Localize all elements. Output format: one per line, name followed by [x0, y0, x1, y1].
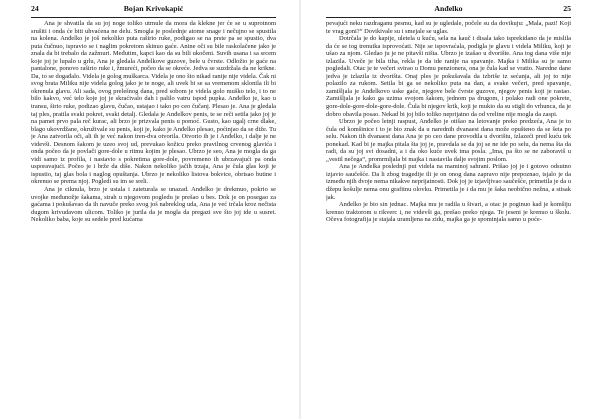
paragraph: pevajući neku razdraganu pesmu, kad su je ugledale, počele su da dovikuju: „Mala, pazi! Koji te vrag goni?“ Dovikivale su i smejale se uglas.: [326, 20, 571, 35]
right-page: [300, 0, 600, 419]
paragraph: Ana je Anđelka poslednji put videla na maminoj sahrani. Prišao joj je i gotovo odsutno izjavio saučešće. Da li zbog tragedije ili je on onog dana zapravo nije prepoznao, isjalo je da između njih dvoje nema nikakve neprijatnosti. Dok joj je izjavljivao saučešće, primetila je da u džepu košulje nema onu grafitnu olovku. Primetila je i da mu je šaka neobično nežna, a stisak jak.: [326, 163, 571, 201]
running-head-chapter: Anđelko: [434, 4, 463, 13]
header-rule: [31, 17, 276, 18]
paragraph: Ubrzo je počeo letnji raspust, Anđelko je otišao na letovanje preko predzeća, Ana je to čula od komšinice i to je bio znak da u narednih dvanaest dana može opuštено da se šeta po selu. Nakon tih dvanaest dana Ana je po ceo dane provodila u dvorištu, izlazeći pred kuću tek ponekad. Kad bi je majka pitala šta joj je, pravdala se da joj se ne ide po selu, da nema šta da radi, da su joj svi dosadni, a i da oko kuće uvek ima posla. „Ima, pa što se ne zaboraviš u „vestil nečega“, promrmljala bi majka i nastavila dalje svojim poslom.: [326, 118, 571, 163]
page-number: 24: [31, 4, 39, 13]
paragraph: Anđelko je bio sin jednac. Majka mu je radila u šivari, a otac je poginuo kad je komšiju krenuo traktorom u rikverc i, ne videvši ga, prešao preko njega. Te jeseni je krenuo u školu. Očeva fotografija je stajala uramljena na zidu, majka ga je spominjala samo u poće-: [326, 201, 571, 224]
page-number: 25: [563, 4, 571, 13]
paragraph: Dotrčala je do kapije, uletela u kuću, sela na kauč i disala tako isprekidano da je mislila da će se tog trenutka isprovoćati. Nije se ispovraćala, podigla je glavu i videla Miliku, koji je ušao za njom. Gledao ju je ne pitavši ništa. Ubrzo je izašao u dvorište. Ana tog dana više nije izlazila. Uveče je bila tiha, reklа je da ide ranije na spavanje. Majka i Milika su je samo pogledali. Otac je te večeri svirao u Domu penzionera, ona je čula kad se vratio. Naredne dane jedva je izlazila iz dvorišta. Onaj ples je pokušavala da izbriše iz sećanja, ali joj to nije polazilo za rukom. Setila bi ga se nekoliko puta na dan, a svake večeri, pred spavanje, zamišljala je Anđelkovo uske gaće, njegove bele čvrste guzove, njegov penis koji je rastao. Zamišljala je kako ga uzima svojom šakom, jednom pa drugom, i polako radi one pokrete, gore-dole-gore-dole-gore-dole. Čula bi njegov krik, koji je mukio da su stigli do vrhunca, da je dobro obavila posao. Nekad bi joj bilo toliko neprijatno da od vreline nije mogla da zaspi.: [326, 35, 571, 118]
header-rule: [326, 17, 571, 18]
right-page-header: [326, 4, 571, 16]
right-page-body: [326, 20, 571, 414]
left-page-body: [31, 20, 276, 414]
paragraph: Ana je ciknula, brzo je ustala i zateturala se unazad. Anđelko je drekmuo, pokrio se uvojke međunožje šakama, strah u njegovom pogledu je prešao u bes. Dok je on posegao za gaćama i pokušavao da ih navuče preko svog još nabreklog uda, Ana je već trčala kroz nečista dugom krivudavom ulicom. Toliko je jurila da je mogla da pregazi sve što joj ide u susret. Nekoliko baba, koje su sedele pred kućama: [31, 186, 276, 224]
left-page-header: [31, 4, 276, 16]
paragraph: Ana je shvatila da su joj noge toliko utrnule da mora da klekne jer će se u suprotnom srušiti i onda će biti uhvaćena ne delu. Smogla je poslednje atome snage i nečujno se spustila na kolena. Anđelko je još nekoliko puta raširio ruke, podigao se na prste pa se spustio, dva puta čučnuo, ispravio se i naglim pokretom skinuo gaće. Anine oči su bile raskolačene jako je znala da bi trebalo da zažmuri. Međutim, kapci kao da su bili ukočeni. Suvih usana i sa srcem koje joj je lupalo u grlu, Ana je gledala Anđelkove guzove, bele u čvrste. Odložio je gaće na pantalone, ponovo raširio ruke i, žmureći, počeo da se okreće. Jedva se suzdržala da ne krikne. Da, to se događalo. Videla je golog muškarca. Videla je ono što nikad ranije nije videla. Čak ni svog brata Miliku nije videla golog jako je te noge, ali uvek bi se sa vremenom sklonila ili bi okrenula glavu. Ali sada, ovog prelešnog dana, pred sobom je videla golo muško telo, i to ne bilo kakvo, već telo koje joj je skraćivalo dah i palilo vatru ispod pupka. Anđelko je, kao u transu, širio ruke, podizao glavu, čučao, ustajao i tako po ceo čučanj. Plesao je. Ana je gledala taj ples, pratila svaki pokret, svaki detalj. Gledala je Anđelkov penis, te se reči setila jako joj je na pamet prvo pala reč kurac, ali brzo je prizvala penis u pomoć. Gusto, kao ugalj crne dlake, blago ukovrdžane, okruživale su penis, koji je, kako je Anđelko plesao, poćinjao da se diže. Tu je Ana zatvorila oči, ali ih je već nakon tren-dva otvorila. Otvorio ih je i Anđelko, i dalje je ne videvši. Desnom šakom je uzeo svoj ud, prevukao kožicu preko pravilnog crvenog glavića i onda počeo da je povlači gore-dole u ritmu kojim je plesao. Ubrzo je seo, Ana je mogla da ga vidi samo iz profila, i nastavio s pokretima gore-dole, povremeno ih ubrzavajući pa onda usporavajući. Počeo je i brže da diše. Nakon nekoliko jačih trzaja, Ana je čula glas koji je ispustio, taj glas bola i naglog opuštanja. Ubrzo je nekoliko listova bokvice, obrisao butine i okrenuo se prema njoj. Pogledi su im se sreli.: [31, 20, 276, 186]
running-head-author: Bojan Krivokapić: [123, 4, 184, 13]
